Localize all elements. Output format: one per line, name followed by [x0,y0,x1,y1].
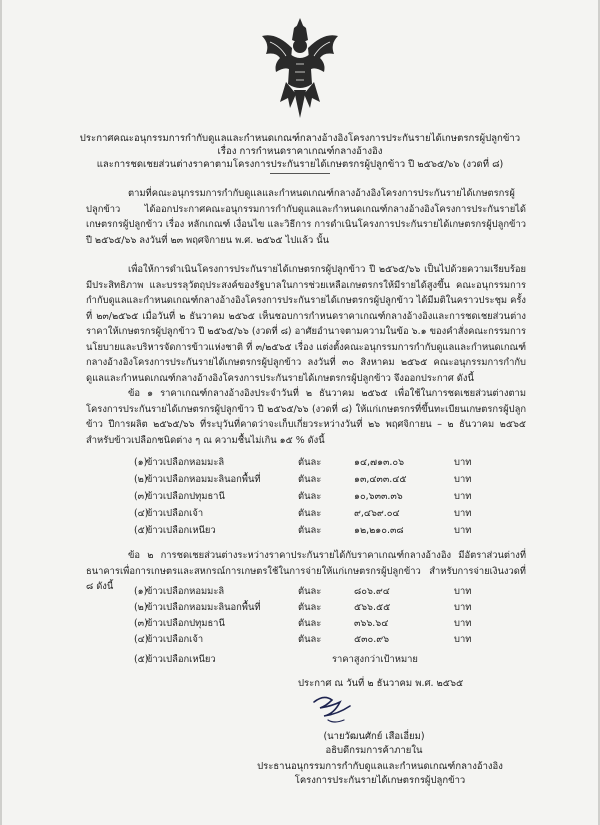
announcement-subject: เรื่อง การกำหนดราคาเกณฑ์กลางอ้างอิง [217,146,383,157]
page-edge-left [0,0,2,825]
list-item: (๓) ข้าวเปลือกปทุมธานี ตันละ ๓๖๖.๖๔ บาท [134,618,472,629]
list-item: (๔) ข้าวเปลือกเจ้า ตันละ ๙,๔๖๙.๐๔ บาท [134,508,472,519]
signer-position: อธิบดีกรมการค้าภายใน [325,745,423,756]
paragraph-clause-1: ข้อ ๑ ราคาเกณฑ์กลางอ้างอิงประจำวันที่ ๒ ธันวาคม ๒๕๖๕ เพื่อใช้ในการชดเชยส่วนต่างตามโครงการประกันรายได้เกษตรกรผู้ปลูกข้าว ปี ๒๕๖๕/๖๖ (งวดที่ ๘) ให้แก่เกษตรกรที่ขึ้นทะเบียนเกษตรกรผู้ปลูกข้าว ปีการผลิต ๒๕๖๕/๖๖ ที่ระบุวันที่คาดว่าจะเก็บเกี่ยวระหว่างวันที่ ๒๖ พฤศจิกายน – ๒ ธันวาคม ๒๕๖๕ สำหรับข้าวเปลือกชนิดต่าง ๆ ณ ความชื้นไม่เกิน ๑๕ % ดังนี้ [86,388,526,446]
title-divider [270,173,330,174]
paragraph-purpose: เพื่อให้การดำเนินโครงการประกันรายได้เกษตรกรผู้ปลูกข้าว ปี ๒๕๖๕/๖๖ เป็นไปด้วยความเรียบร้อย มีประสิทธิภาพ และบรรลุวัตถุประสงค์ของรัฐบาลในการช่วยเหลือเกษตรกรให้มีรายได้สูงขึ้น คณะอนุกรรมการกำกับดูแลและกำหนดเกณฑ์กลางอ้างอิงโครงการประกันรายได้เกษตรกรผู้ปลูกข้าว ได้มีมติในคราวประชุม ครั้งที่ ๒๓/๒๕๖๕ เมื่อวันที่ ๒ ธันวาคม ๒๕๖๕ เห็นชอบการกำหนดราคาเกณฑ์กลางอ้างอิงและการชดเชยส่วนต่างราคาให้เกษตรกรผู้ปลูกข้าว ปี ๒๕๖๕/๖๖ (งวดที่ ๘) อาศัยอำนาจตามความในข้อ ๖.๑ ของคำสั่งคณะกรรมการนโยบายและบริหารจัดการข้าวแห่งชาติ ที่ ๓/๒๕๖๕ เรื่อง แต่งตั้งคณะอนุกรรมการกำกับดูแลและกำหนดเกณฑ์กลางอ้างอิงโครงการประกันรายได้เกษตรกรผู้ปลูกข้าว ลงวันที่ ๓๐ สิงหาคม ๒๕๖๕ คณะอนุกรรมการกำกับดูแลและกำหนดเกณฑ์กลางอ้างอิงโครงการประกันรายได้เกษตรกรผู้ปลูกข้าว จึงออกประกาศ ดังนี้ [86,264,526,384]
signature-icon [310,692,360,730]
list-item: (๑) ข้าวเปลือกหอมมะลิ ตันละ ๑๔,๗๑๓.๐๖ บาท [134,457,472,468]
signer-name: (นายวัฒนศักย์ เสือเอี่ยม) [323,731,425,742]
paragraph-clause-2: ข้อ ๒ การชดเชยส่วนต่างระหว่างราคาประกันรายได้กับราคาเกณฑ์กลางอ้างอิง มีอัตราส่วนต่างที่ธนาคารเพื่อการเกษตรและสหกรณ์การเกษตรใช้ในการจ่ายให้แก่เกษตรกรผู้ปลูกข้าว สำหรับการจ่ายเงินงวดที่ ๘ ดังนี้ [86,550,526,592]
signer-role: ประธานอนุกรรมการกำกับดูแลและกำหนดเกณฑ์กลางอ้างอิง [257,761,503,772]
garuda-emblem-icon [256,14,344,124]
signer-role-cont: โครงการประกันรายได้เกษตรกรผู้ปลูกข้าว [294,775,466,786]
paragraph-intro: ตามที่คณะอนุกรรมการกำกับดูแลและกำหนดเกณฑ์กลางอ้างอิงโครงการประกันรายได้เกษตรกรผู้ปลูกข้าว ได้ออกประกาศคณะอนุกรรมการกำกับดูแลและกำหนดเกณฑ์กลางอ้างอิงโครงการประกันรายได้เกษตรกรผู้ปลูกข้าว เรื่อง หลักเกณฑ์ เงื่อนไข และวิธีการ การดำเนินโครงการประกันรายได้เกษตรกรผู้ปลูกข้าว ปี ๒๕๖๕/๖๖ ลงวันที่ ๒๓ พฤศจิกายน พ.ศ. ๒๕๖๕ ไปแล้ว นั้น [86,188,526,246]
list-item: (๒) ข้าวเปลือกหอมมะลินอกพื้นที่ ตันละ ๑๓,๔๓๓.๔๕ บาท [134,474,472,485]
announcement-title: ประกาศคณะอนุกรรมการกำกับดูแลและกำหนดเกณฑ์กลางอ้างอิงโครงการประกันรายได้เกษตรกรผู้ปลูกข้าว [79,133,521,144]
list-item: (๒) ข้าวเปลือกหอมมะลินอกพื้นที่ ตันละ ๕๖๖.๕๕ บาท [134,602,472,613]
list-item: (๕) ข้าวเปลือกเหนียว ราคาสูงกว่าเป้าหมาย [134,654,418,665]
list-item: (๔) ข้าวเปลือกเจ้า ตันละ ๕๓๐.๙๖ บาท [134,634,472,645]
announcement-date: ประกาศ ณ วันที่ ๒ ธันวาคม พ.ศ. ๒๕๖๕ [298,678,464,689]
list-item: (๓) ข้าวเปลือกปทุมธานี ตันละ ๑๐,๖๓๓.๓๖ บาท [134,491,472,502]
list-item: (๑) ข้าวเปลือกหอมมะลิ ตันละ ๘๐๖.๙๔ บาท [134,586,472,597]
list-item: (๕) ข้าวเปลือกเหนียว ตันละ ๑๒,๒๑๐.๓๘ บาท [134,525,472,536]
announcement-subject-cont: และการชดเชยส่วนต่างราคาตามโครงการประกันรายได้เกษตรกรผู้ปลูกข้าว ปี ๒๕๖๕/๖๖ (งวดที่ ๘) [96,159,504,170]
